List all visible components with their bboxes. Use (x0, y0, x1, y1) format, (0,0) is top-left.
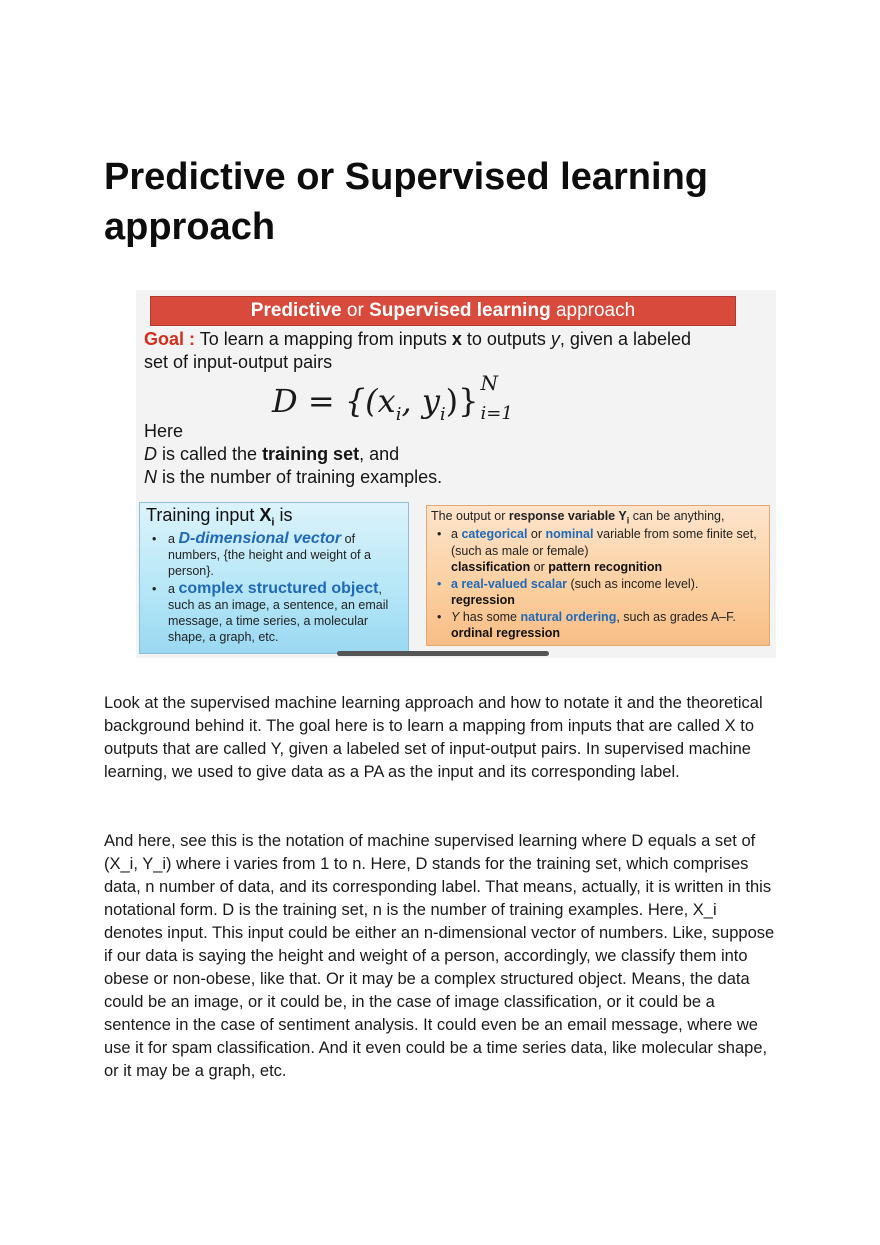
goal-text: Goal : To learn a mapping from inputs x to outputs y, given a labeled set of input-output pairs (144, 329, 692, 372)
slide-header: Predictive or Supervised learning approach (150, 296, 736, 326)
video-progress-bar[interactable] (337, 651, 549, 656)
output-variable-list (431, 526, 769, 642)
training-input-list (146, 531, 402, 645)
goal-label: Goal : (144, 329, 196, 349)
paragraph-1: Look at the supervised machine learning approach and how to notate it and the theoretical background behind it. The goal here is to learn a mapping from inputs that are called X to outputs that are called Y, given a labeled set of input-output pairs. In supervised machine learning, we used to give data as a PA as the input and its corresponding label. (104, 694, 763, 781)
list-item: • a complex structured object, such as an image, a sentence, an email message, a time series, a molecular shape, a graph, etc. (152, 580, 389, 644)
list-item: ordinal regression (451, 626, 561, 640)
slide-image (136, 290, 776, 658)
list-item: classification or pattern recognition (451, 560, 663, 574)
list-item: • a D-dimensional vector of numbers, {the height and weight of a person}. (152, 530, 371, 578)
training-input-box (139, 502, 409, 654)
list-item: • a real-valued scalar (such as income level). (437, 576, 699, 591)
definition-text: Here D is called the training set, and N is the number of training examples. (144, 421, 443, 487)
output-variable-title: The output or response variable $Y_i$ can be anything, (431, 509, 725, 526)
page-title: Predictive or Supervised learning approach (104, 156, 708, 248)
paragraph-2: And here, see this is the notation of machine supervised learning where D equals a set of (X_i, Y_i) where i varies from 1 to n. Here, D stands for the training set, which comprises data, n number of data, and its corresponding label. That means, actually, it is written in this notational form. D is the training set, n is the number of training examples. Here, X_i denotes input. This input could be either an n-dimensional vector of numbers. Like, suppose if our data is saying the height and weight of a person, accordingly, we classify them into obese or non-obese, like that. Or it may be a complex structured object. Means, the data could be an image, or it could be, in the case of image classification, or it could be a sentence in the case of sentiment analysis. It could even be an email message, where we use it for spam classification. And it even could be a time series data, like molecular shape, or it may be a graph, etc. (104, 832, 775, 1080)
output-variable-box (426, 505, 770, 646)
list-item: • Y has some natural ordering, such as grades A–F. (437, 609, 736, 624)
list-item: • a categorical or nominal variable from some finite set, (such as male or female) (437, 527, 757, 558)
training-set-formula: $D = \{(x_i$, $y_i$)} N i=1 (272, 370, 513, 425)
list-item: regression (451, 593, 515, 607)
training-input-title: Training input $X_i$ is (146, 505, 293, 529)
